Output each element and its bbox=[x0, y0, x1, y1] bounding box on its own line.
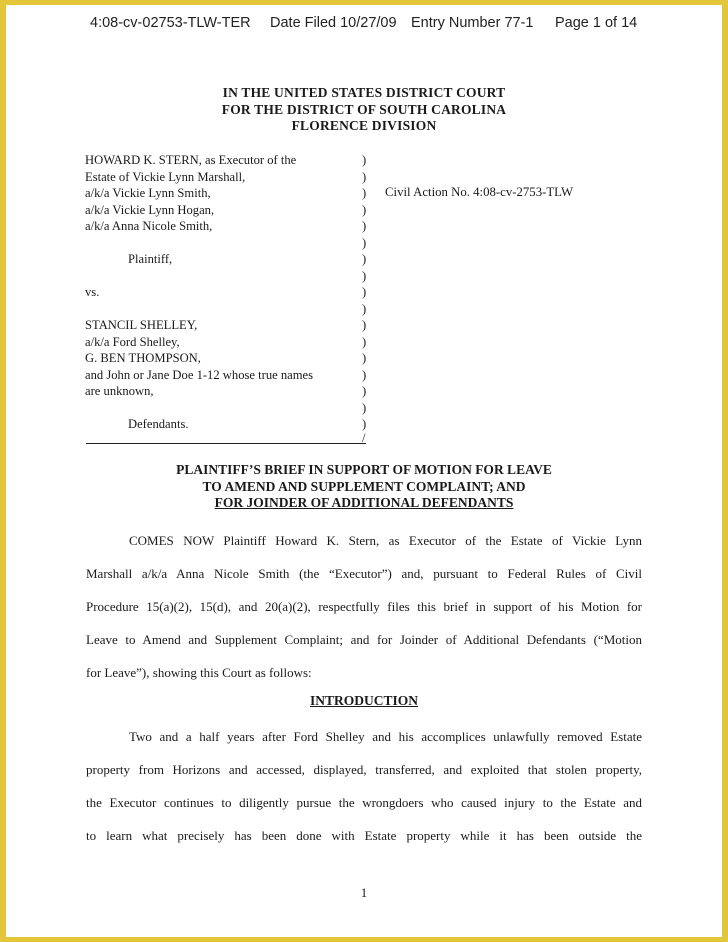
entry-number: Entry Number 77-1 bbox=[411, 15, 534, 31]
brief-title-line-2: TO AMEND AND SUPPLEMENT COMPLAINT; AND bbox=[202, 478, 526, 494]
paragraph-line: Marshall a/k/a Anna Nicole Smith (the “Executor”) and, pursuant to Federal Rules of Civil bbox=[86, 566, 642, 581]
court-line-1: IN THE UNITED STATES DISTRICT COURT bbox=[222, 85, 506, 100]
paragraph-line: property from Horizons and accessed, displayed, transferred, and exploited that stolen property, bbox=[86, 762, 642, 777]
paragraph-line: for Leave”), showing this Court as follows: bbox=[86, 665, 312, 680]
paragraph-line: Two and a half years after Ford Shelley and his accomplices unlawfully removed Estate bbox=[129, 729, 642, 744]
caption-parentheses bbox=[362, 152, 366, 433]
paren: ) bbox=[362, 417, 367, 431]
court-line-3: FLORENCE DIVISION bbox=[291, 118, 437, 133]
caption-line: and John or Jane Doe 1-12 whose true names bbox=[85, 367, 314, 382]
caption-line bbox=[85, 400, 375, 417]
court-heading bbox=[6, 85, 722, 135]
paren: ) bbox=[362, 252, 367, 266]
paren: ) bbox=[362, 186, 367, 200]
brief-title-line-1: PLAINTIFF’S BRIEF IN SUPPORT OF MOTION FOR LEAVE bbox=[176, 462, 552, 477]
caption-line bbox=[85, 235, 375, 252]
paren: ) bbox=[362, 367, 367, 382]
paren: ) bbox=[362, 400, 367, 415]
paren: ) bbox=[362, 268, 367, 283]
caption-line: vs. bbox=[85, 285, 100, 299]
paren: ) bbox=[362, 318, 367, 332]
paren: ) bbox=[362, 169, 367, 184]
paren: ) bbox=[362, 235, 367, 250]
caption-line bbox=[85, 301, 375, 318]
caption-line: Plaintiff, bbox=[128, 252, 173, 266]
paragraph-introduction bbox=[86, 720, 642, 852]
caption-line: a/k/a Vickie Lynn Smith, bbox=[85, 186, 211, 200]
paragraph-line: Leave to Amend and Supplement Complaint; and for Joinder of Additional Defendants (“Motion bbox=[86, 632, 642, 647]
document-page bbox=[6, 5, 722, 937]
civil-action-number: Civil Action No. 4:08-cv-2753-TLW bbox=[385, 185, 574, 199]
caption-line: Defendants. bbox=[128, 417, 189, 431]
case-caption-parties bbox=[85, 152, 375, 433]
caption-line bbox=[85, 268, 375, 285]
case-number: 4:08-cv-02753-TLW-TER bbox=[90, 15, 251, 31]
caption-line: a/k/a Anna Nicole Smith, bbox=[85, 219, 213, 233]
brief-title bbox=[6, 462, 722, 512]
court-line-2: FOR THE DISTRICT OF SOUTH CAROLINA bbox=[221, 101, 507, 117]
paren: ) bbox=[362, 351, 367, 365]
paren: ) bbox=[362, 301, 367, 316]
brief-title-line-3: FOR JOINDER OF ADDITIONAL DEFENDANTS bbox=[214, 495, 514, 510]
paragraph-line: to learn what precisely has been done with Estate property while it has been outside the bbox=[86, 828, 642, 843]
caption-line: G. BEN THOMPSON, bbox=[85, 351, 201, 365]
paren: ) bbox=[362, 202, 367, 217]
paragraph-line: COMES NOW Plaintiff Howard K. Stern, as Executor of the Estate of Vickie Lynn bbox=[129, 533, 642, 548]
paragraph-line: Procedure 15(a)(2), 15(d), and 20(a)(2), respectfully files this brief in support of his Motion for bbox=[86, 599, 642, 614]
caption-line: STANCIL SHELLEY, bbox=[85, 318, 198, 332]
paren: ) bbox=[362, 153, 367, 167]
caption-line: HOWARD K. STERN, as Executor of the bbox=[85, 153, 297, 167]
paragraph-motion bbox=[86, 524, 642, 689]
paren: ) bbox=[362, 384, 367, 398]
caption-slash: / bbox=[362, 431, 366, 445]
caption-line: a/k/a Ford Shelley, bbox=[85, 334, 180, 349]
paren: ) bbox=[362, 285, 367, 299]
caption-line: are unknown, bbox=[85, 384, 154, 398]
caption-line: Estate of Vickie Lynn Marshall, bbox=[85, 169, 246, 184]
caption-underline bbox=[86, 443, 366, 444]
paren: ) bbox=[362, 219, 367, 233]
date-filed: Date Filed 10/27/09 bbox=[270, 15, 397, 31]
paragraph-line: the Executor continues to diligently pursue the wrongdoers who caused injury to the Estate and bbox=[86, 795, 642, 810]
caption-line: a/k/a Vickie Lynn Hogan, bbox=[85, 202, 215, 217]
introduction-heading: INTRODUCTION bbox=[309, 693, 418, 708]
paren: ) bbox=[362, 334, 367, 349]
page-number: 1 bbox=[360, 885, 368, 900]
page-info: Page 1 of 14 bbox=[555, 15, 638, 31]
